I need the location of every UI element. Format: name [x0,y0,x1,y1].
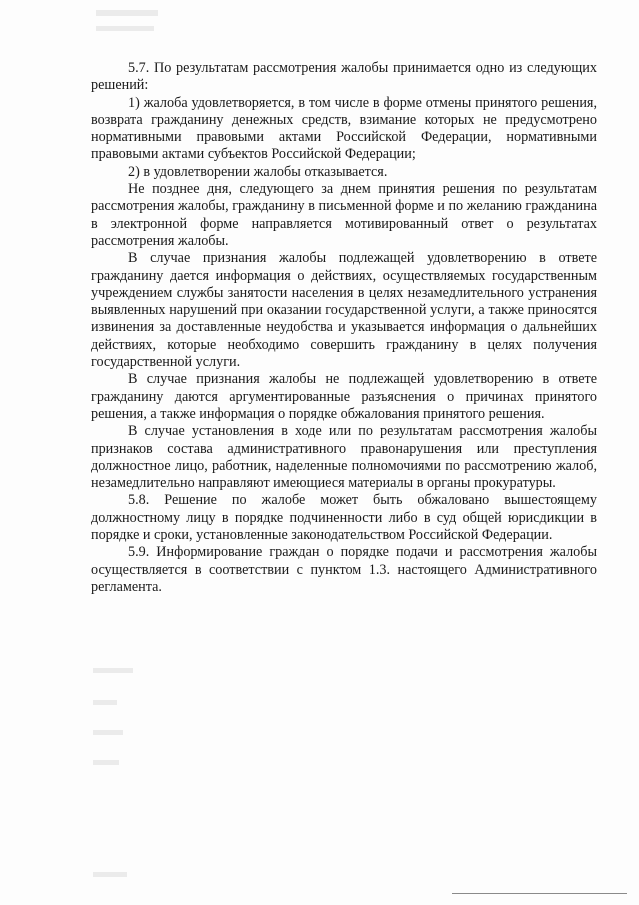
paragraph-5-9: 5.9. Информирование граждан о порядке подачи и рассмотрения жалобы осуществляется в соответствии с пунктом 1.3. настоящего Административного регламента. [91,544,597,595]
paragraph-complaint-upheld: В случае признания жалобы подлежащей удовлетворению в ответе гражданину дается информация о действиях, осуществляемых государственным учреждением службы занятости населения в целях незамедлительного устранения выявленных нарушений при оказании государственной услуги, а также приносятся извинения за доставленные неудобства и указывается информация о дальнейших действиях, которые необходимо совершить гражданину в целях получения государственной услуги. [91,250,597,371]
footer-rule [452,893,627,894]
paragraph-5-7: 5.7. По результатам рассмотрения жалобы принимается одно из следующих решений: [91,60,597,94]
bleed-through-mark [93,700,117,705]
bleed-through-mark [93,760,119,765]
paragraph-response-deadline: Не позднее дня, следующего за днем принятия решения по результатам рассмотрения жалобы, гражданину в письменной форме и по желанию гражданина в электронной форме направляется мотивированный ответ о результатах рассмотрения жалобы. [91,181,597,249]
bleed-through-mark [93,668,133,673]
bleed-through-mark [93,730,123,735]
bleed-through-mark [96,26,154,31]
bleed-through-mark [96,10,158,16]
paragraph-5-8: 5.8. Решение по жалобе может быть обжаловано вышестоящему должностному лицу в порядке подчиненности либо в суд общей юрисдикции в порядке и сроки, установленные законодательством Российской Федерации. [91,492,597,544]
paragraph-item-2: 2) в удовлетворении жалобы отказывается. [128,163,388,180]
paragraph-item-1: 1) жалоба удовлетворяется, в том числе в форме отмены принятого решения, возврата гражданину денежных средств, взимание которых не предусмотрено нормативными правовыми актами Российской Федерации, нормативными правовыми актами субъектов Российской Федерации; [91,94,597,163]
bleed-through-mark [93,872,127,877]
paragraph-complaint-rejected: В случае признания жалобы не подлежащей удовлетворению в ответе гражданину даются аргументированные разъяснения о причинах принятого решения, а также информация о порядке обжалования принятого решения. [91,371,597,422]
paragraph-prosecutor-referral: В случае установления в ходе или по результатам рассмотрения жалобы признаков состава административного правонарушения или преступления должностное лицо, работник, наделенные полномочиями по рассмотрению жалоб, незамедлительно направляют имеющиеся материалы в органы прокуратуры. [91,423,597,492]
document-body [91,60,597,596]
